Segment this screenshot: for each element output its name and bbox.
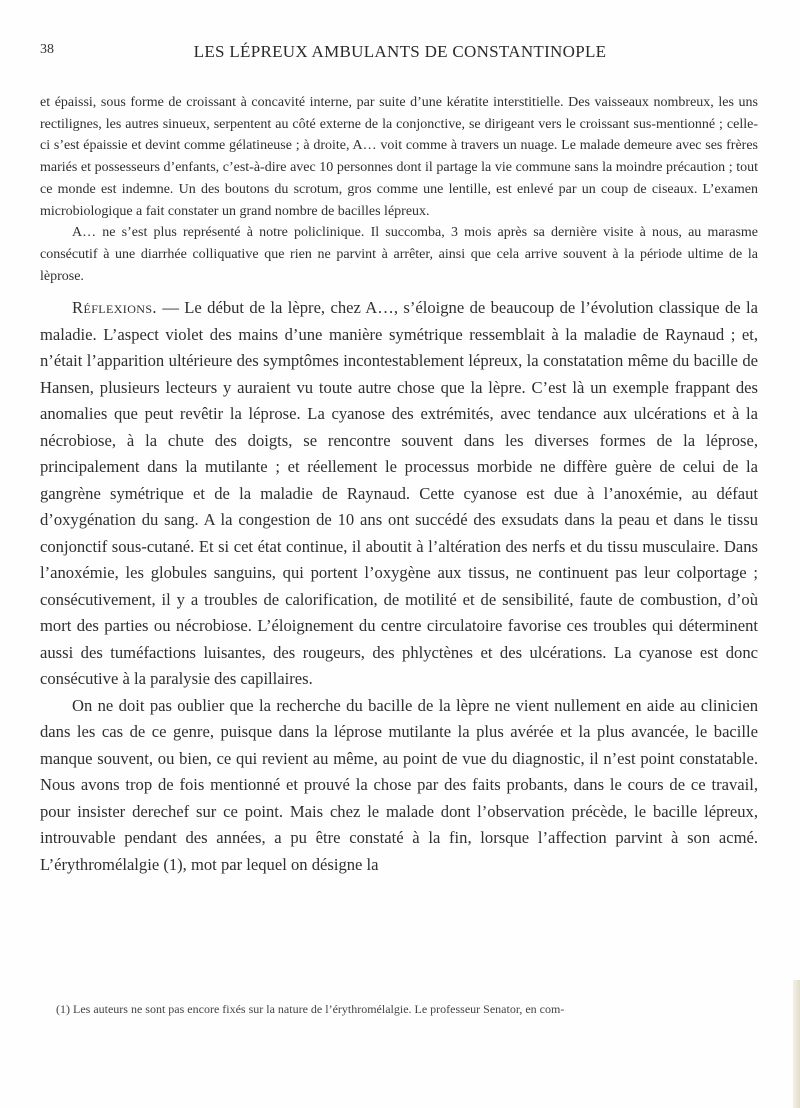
page-body (40, 92, 758, 878)
paragraph-reflexions (40, 295, 758, 693)
running-title: LES LÉPREUX AMBULANTS DE CONSTANTINOPLE (193, 42, 607, 61)
footnote: (1) Les auteurs ne sont pas encore fixés sur la nature de l’érythromélalgie. Le professeur Senator, en com- (56, 1002, 565, 1016)
page-number: 38 (40, 42, 54, 57)
reflexions-heading: Réflexions. (72, 298, 157, 318)
reflexions-text: — Le début de la lèpre, chez A…, s’éloigne de beaucoup de l’évolution classique de la maladie. L’aspect violet des mains d’une manière symétrique ressemblait à la maladie de Raynaud ; et, n’était l’apparition ultérieure des symptômes incontestablement lépreux, la constatation même du bacille de Hansen, plusieurs lecteurs y auraient vu toute autre chose que la lèpre. C’est là un exemple frappant des anomalies que peut revêtir la léprose. La cyanose des extrémités, avec tendance aux ulcérations et à la nécrobiose, à la chute des doigts, se rencontre souvent dans les diverses formes de la léprose, principalement dans la mutilante ; et réellement le processus morbide ne diffère guère de celui de la gangrène symétrique et de la maladie de Raynaud. Cette cyanose est due à l’anoxémie, au défaut d’oxygénation du sang. A la congestion de 10 ans ont succédé des exsudats dans la peau et dans le tissu conjonctif sous-cutané. Et si cet état continue, il aboutit à l’altération des nerfs et du tissu musculaire. Dans l’anoxémie, les globules sanguins, qui portent l’oxygène aux tissus, ne continuent pas leur colportage ; consécutivement, il y a troubles de calorification, de motilité et de sensibilité, faute de combustion, d’où mort des parties ou nécrobiose. L’éloignement du centre circulatoire favorise ces troubles qui déterminent aussi des tuméfactions luisantes, des rougeurs, des phlyctènes et des ulcérations. La cyanose est donc consécutive à la paralysie des capillaires. (40, 298, 758, 689)
paragraph-patient-outcome: A… ne s’est plus représenté à notre policlinique. Il succomba, 3 mois après sa dernière visite à nous, au marasme consécutif à une diarrhée colliquative que rien ne parvint à arrêter, ainsi que cela arrive souvent à la période ultime de la lèprose. (40, 225, 758, 284)
paragraph-case-description: et épaissi, sous forme de croissant à concavité interne, par suite d’une kératite interstitielle. Des vaisseaux nombreux, les uns rectilignes, les autres sinueux, serpentent au côté externe de la conjonctive, se dirigeant vers le croissant sus-mentionné ; celle-ci s’est épaissie et devint comme gélatineuse ; à droite, A… voit comme à travers un nuage. Le malade demeure avec ses frères mariés et possesseurs d’enfants, c’est-à-dire avec 10 personnes dont il partage la vie commune sans la moindre précaution ; tout ce monde est indemne. Un des boutons du scrotum, gros comme une lentille, est enlevé par un coup de ciseaux. L’examen microbiologique a fait constater un grand nombre de bacilles lépreux. (40, 95, 758, 219)
paragraph-bacillus-diagnosis: On ne doit pas oublier que la recherche du bacille de la lèpre ne vient nullement en aide au clinicien dans les cas de ce genre, puisque dans la léprose mutilante la plus avérée et la plus avancée, le bacille manque souvent, ou bien, ce qui revient au même, au point de vue du diagnostic, il n’est point constatable. Nous avons trop de fois mentionné et prouvé la chose par des faits probants, dans le cours de ce travail, pour insister derechef sur ce point. Mais chez le malade dont l’observation précède, le bacille lépreux, introuvable pendant des années, a pu être constaté à la fin, lorsque l’affection parvint à son acmé. L’érythromélalgie (1), mot par lequel on désigne la (40, 695, 758, 874)
running-head (40, 42, 760, 64)
page-edge-shadow (793, 980, 800, 1108)
